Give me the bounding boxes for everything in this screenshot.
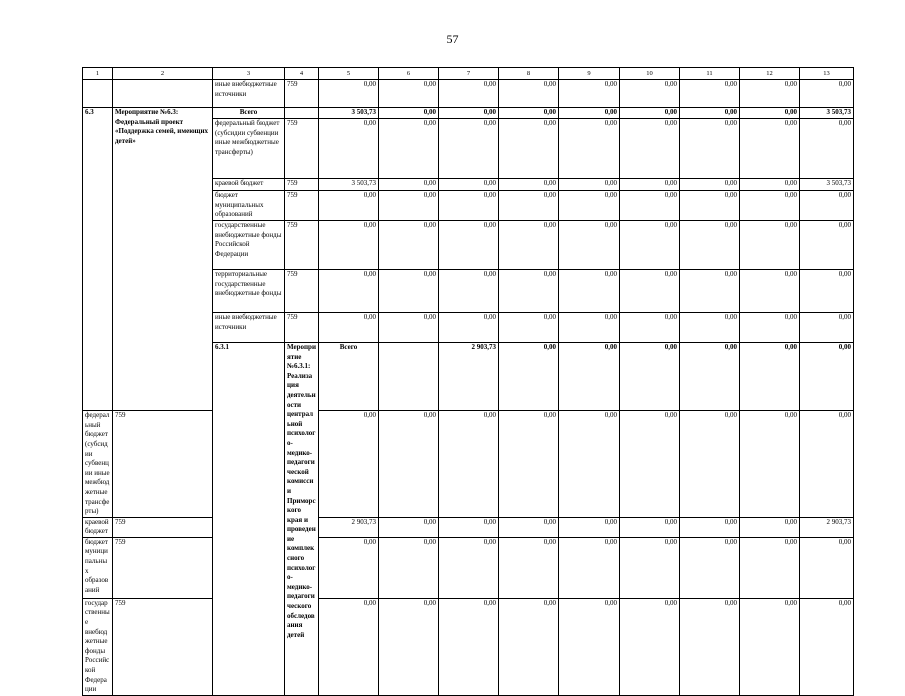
amount-cell: 0,00 (499, 343, 559, 411)
column-number: 12 (740, 68, 800, 80)
amount-cell: 0,00 (499, 313, 559, 343)
column-number: 4 (285, 68, 319, 80)
amount-cell: 0,00 (740, 517, 800, 537)
amount-cell: 0,00 (499, 179, 559, 191)
table-row (83, 598, 854, 695)
amount-cell: 0,00 (499, 598, 559, 695)
activity-name-cell (113, 80, 213, 108)
amount-cell: 0,00 (439, 191, 499, 221)
amount-cell: 0,00 (680, 119, 740, 179)
amount-cell: 0,00 (740, 191, 800, 221)
table-row (83, 411, 854, 518)
amount-cell: 0,00 (680, 517, 740, 537)
amount-cell: 0,00 (499, 517, 559, 537)
amount-cell: 0,00 (680, 221, 740, 270)
amount-cell: 0,00 (800, 411, 854, 518)
table-row-total (83, 108, 854, 119)
amount-cell: 0,00 (439, 221, 499, 270)
amount-cell: 0,00 (800, 80, 854, 108)
amount-cell: 3 503,73 (800, 108, 854, 119)
table-row (83, 517, 854, 537)
amount-cell: 0,00 (559, 80, 620, 108)
amount-cell: 3 503,73 (319, 179, 379, 191)
budget-code-cell (285, 108, 319, 119)
funding-source-cell: Всего (319, 343, 379, 411)
page-number: 57 (446, 32, 459, 46)
amount-cell: 0,00 (680, 80, 740, 108)
amount-cell: 0,00 (439, 108, 499, 119)
column-number: 8 (499, 68, 559, 80)
amount-cell: 0,00 (499, 411, 559, 518)
amount-cell: 0,00 (620, 80, 680, 108)
amount-cell: 0,00 (740, 411, 800, 518)
row-number-cell (83, 80, 113, 108)
budget-code-cell: 759 (285, 179, 319, 191)
activity-name-cell: Мероприятие №6.3.1: Реализация деятельности центральной психолого-медико-педагогической комиссии Приморского края и проведение комплексного психолого-медико-педагогического обследования детей (285, 343, 319, 696)
amount-cell: 0,00 (439, 537, 499, 598)
amount-cell: 0,00 (740, 313, 800, 343)
amount-cell: 0,00 (499, 80, 559, 108)
amount-cell: 0,00 (379, 411, 439, 518)
amount-cell: 0,00 (620, 270, 680, 313)
amount-cell: 0,00 (319, 80, 379, 108)
amount-cell: 0,00 (800, 598, 854, 695)
amount-cell: 0,00 (800, 221, 854, 270)
amount-cell: 0,00 (620, 517, 680, 537)
amount-cell: 0,00 (620, 119, 680, 179)
budget-table (82, 67, 854, 696)
amount-cell: 0,00 (800, 270, 854, 313)
funding-source-cell: территориальные государственные внебюджетные фонды (213, 270, 285, 313)
column-number: 2 (113, 68, 213, 80)
amount-cell: 0,00 (379, 537, 439, 598)
amount-cell: 0,00 (319, 411, 379, 518)
amount-cell: 0,00 (379, 598, 439, 695)
amount-cell: 0,00 (800, 313, 854, 343)
amount-cell: 0,00 (379, 313, 439, 343)
amount-cell: 0,00 (559, 270, 620, 313)
amount-cell: 0,00 (559, 313, 620, 343)
amount-cell: 2 903,73 (319, 517, 379, 537)
amount-cell: 0,00 (559, 343, 620, 411)
budget-code-cell (379, 343, 439, 411)
funding-source-cell: иные внебюджетные источники (213, 313, 285, 343)
amount-cell: 0,00 (559, 537, 620, 598)
amount-cell: 0,00 (379, 221, 439, 270)
amount-cell: 0,00 (319, 270, 379, 313)
funding-source-cell: бюджет муниципальных образований (83, 537, 113, 598)
column-number: 5 (319, 68, 379, 80)
amount-cell: 0,00 (319, 119, 379, 179)
amount-cell: 0,00 (620, 537, 680, 598)
amount-cell: 0,00 (319, 191, 379, 221)
budget-code-cell: 759 (113, 598, 213, 695)
amount-cell: 0,00 (559, 119, 620, 179)
amount-cell: 0,00 (499, 108, 559, 119)
amount-cell: 0,00 (559, 517, 620, 537)
amount-cell: 0,00 (379, 108, 439, 119)
amount-cell: 0,00 (620, 191, 680, 221)
amount-cell: 0,00 (620, 411, 680, 518)
amount-cell: 0,00 (680, 598, 740, 695)
budget-code-cell: 759 (285, 313, 319, 343)
amount-cell: 0,00 (680, 270, 740, 313)
column-number: 10 (620, 68, 680, 80)
funding-source-cell: краевой бюджет (213, 179, 285, 191)
amount-cell: 0,00 (379, 80, 439, 108)
amount-cell: 0,00 (620, 179, 680, 191)
amount-cell: 3 503,73 (800, 179, 854, 191)
amount-cell: 0,00 (800, 119, 854, 179)
amount-cell: 0,00 (740, 80, 800, 108)
amount-cell: 0,00 (680, 313, 740, 343)
amount-cell: 0,00 (680, 191, 740, 221)
column-number: 3 (213, 68, 285, 80)
amount-cell: 0,00 (379, 191, 439, 221)
amount-cell: 0,00 (680, 343, 740, 411)
amount-cell: 0,00 (620, 598, 680, 695)
amount-cell: 0,00 (559, 221, 620, 270)
amount-cell: 0,00 (740, 179, 800, 191)
funding-source-cell: федеральный бюджет (субсидии субвенции иные межбюджетные трансферты) (213, 119, 285, 179)
column-number: 6 (379, 68, 439, 80)
column-number: 7 (439, 68, 499, 80)
funding-source-cell: государственные внебюджетные фонды Российской Федерации (83, 598, 113, 695)
amount-cell: 0,00 (499, 221, 559, 270)
amount-cell: 0,00 (680, 537, 740, 598)
amount-cell: 0,00 (620, 343, 680, 411)
column-number-row (83, 68, 854, 80)
amount-cell: 0,00 (740, 119, 800, 179)
budget-code-cell: 759 (285, 270, 319, 313)
amount-cell: 0,00 (319, 598, 379, 695)
amount-cell: 0,00 (740, 108, 800, 119)
activity-name-cell: Мероприятие №6.3: Федеральный проект «Поддержка семей, имеющих детей» (113, 108, 213, 411)
amount-cell: 0,00 (439, 598, 499, 695)
amount-cell: 0,00 (439, 313, 499, 343)
amount-cell: 0,00 (439, 411, 499, 518)
amount-cell: 0,00 (800, 191, 854, 221)
amount-cell: 0,00 (379, 179, 439, 191)
amount-cell: 0,00 (740, 270, 800, 313)
amount-cell: 0,00 (800, 343, 854, 411)
funding-source-cell: государственные внебюджетные фонды Российской Федерации (213, 221, 285, 270)
amount-cell: 0,00 (319, 537, 379, 598)
budget-code-cell: 759 (285, 221, 319, 270)
amount-cell: 0,00 (740, 343, 800, 411)
budget-code-cell: 759 (113, 537, 213, 598)
funding-source-cell: иные внебюджетные источники (213, 80, 285, 108)
amount-cell: 0,00 (620, 313, 680, 343)
column-number: 9 (559, 68, 620, 80)
amount-cell: 0,00 (680, 179, 740, 191)
column-number: 1 (83, 68, 113, 80)
funding-source-cell: бюджет муниципальных образований (213, 191, 285, 221)
amount-cell: 0,00 (319, 313, 379, 343)
amount-cell: 2 903,73 (800, 517, 854, 537)
amount-cell: 0,00 (620, 221, 680, 270)
table-row (83, 537, 854, 598)
amount-cell: 0,00 (559, 108, 620, 119)
row-number-cell: 6.3.1 (213, 343, 285, 696)
amount-cell: 0,00 (680, 108, 740, 119)
budget-code-cell: 759 (285, 191, 319, 221)
amount-cell: 2 903,73 (439, 343, 499, 411)
amount-cell: 0,00 (439, 270, 499, 313)
budget-code-cell: 759 (285, 119, 319, 179)
amount-cell: 0,00 (379, 517, 439, 537)
amount-cell: 0,00 (379, 270, 439, 313)
amount-cell: 0,00 (800, 537, 854, 598)
amount-cell: 0,00 (740, 221, 800, 270)
amount-cell: 0,00 (559, 411, 620, 518)
amount-cell: 0,00 (559, 191, 620, 221)
column-number: 11 (680, 68, 740, 80)
amount-cell: 0,00 (559, 598, 620, 695)
amount-cell: 0,00 (499, 119, 559, 179)
amount-cell: 0,00 (379, 119, 439, 179)
amount-cell: 0,00 (499, 270, 559, 313)
budget-code-cell: 759 (285, 80, 319, 108)
budget-code-cell: 759 (113, 411, 213, 518)
amount-cell: 0,00 (439, 80, 499, 108)
amount-cell: 0,00 (439, 119, 499, 179)
amount-cell: 0,00 (620, 108, 680, 119)
amount-cell: 3 503,73 (319, 108, 379, 119)
funding-source-cell: краевой бюджет (83, 517, 113, 537)
funding-source-cell: федеральный бюджет (субсидии субвенции иные межбюджетные трансферты) (83, 411, 113, 518)
amount-cell: 0,00 (319, 221, 379, 270)
amount-cell: 0,00 (439, 517, 499, 537)
funding-source-cell: Всего (213, 108, 285, 119)
amount-cell: 0,00 (740, 598, 800, 695)
column-number: 13 (800, 68, 854, 80)
row-number-cell: 6.3 (83, 108, 113, 411)
amount-cell: 0,00 (680, 411, 740, 518)
budget-code-cell: 759 (113, 517, 213, 537)
table-row (83, 80, 854, 108)
amount-cell: 0,00 (439, 179, 499, 191)
amount-cell: 0,00 (499, 537, 559, 598)
amount-cell: 0,00 (559, 179, 620, 191)
amount-cell: 0,00 (499, 191, 559, 221)
amount-cell: 0,00 (740, 537, 800, 598)
